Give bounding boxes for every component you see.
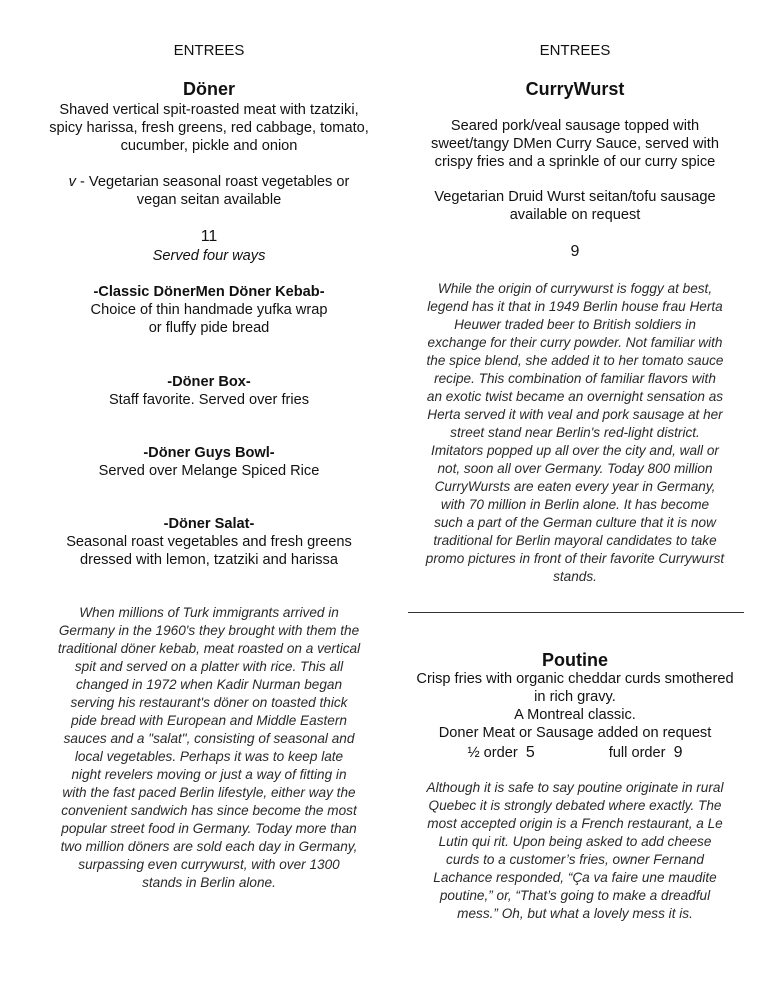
- story-line: stands.: [553, 569, 597, 584]
- story-line: While the origin of currywurst is foggy at best,: [437, 281, 713, 296]
- poutine-prices: [402, 744, 748, 762]
- story-line: Imitators popped up all over the city and, wall or: [431, 443, 719, 458]
- story-line: recipe. This combination of familiar flavors with: [434, 371, 716, 386]
- variation-salat: [28, 515, 390, 569]
- story-line: street stand near Berlin's red-light district.: [450, 425, 700, 440]
- variation-line: Choice of thin handmade yufka wrap: [90, 302, 328, 318]
- story-line: Herta served it with veal and pork sausage at her: [427, 407, 723, 422]
- story-line: pide bread with European and Middle Eastern: [71, 713, 347, 728]
- description-line: Seared pork/veal sausage topped with: [450, 118, 700, 134]
- doner-price: 11: [200, 228, 218, 245]
- story-line: popular street food in Germany. Today more than: [61, 821, 357, 836]
- currywurst-description: [402, 117, 748, 171]
- story-line: such a part of the German culture that it is now: [434, 515, 716, 530]
- currywurst-history: [402, 280, 748, 586]
- veg-line: - Vegetarian seasonal roast vegetables or: [75, 174, 350, 190]
- description-line: Crisp fries with organic cheddar curds smothered: [416, 671, 734, 687]
- story-line: legend has it that in 1949 Berlin house frau Herta: [427, 299, 723, 314]
- variation-line: dressed with lemon, tzatziki and harissa: [80, 552, 338, 568]
- story-line: Germany in the 1960's they brought with them the: [58, 623, 360, 638]
- variation-box: [28, 373, 390, 409]
- story-line: surpassing even currywurst, with over 1300: [78, 857, 340, 872]
- description-line: sweet/tangy DMen Curry Sauce, served with: [431, 136, 719, 152]
- doner-history: [28, 604, 390, 892]
- doner-vegetarian-note: [28, 173, 390, 209]
- variation-name: -Döner Guys Bowl-: [143, 445, 275, 461]
- variation-bowl: [28, 444, 390, 480]
- description-line: spicy harissa, fresh greens, red cabbage, tomato,: [49, 120, 369, 136]
- currywurst-price: 9: [570, 243, 580, 260]
- story-line: night revelers moving or just a way of fitting in: [71, 767, 347, 782]
- description-line: Doner Meat or Sausage added on request: [438, 725, 712, 741]
- variation-line: Served over Melange Spiced Rice: [98, 463, 320, 479]
- description-line: in rich gravy.: [534, 689, 616, 705]
- variation-line: or fluffy pide bread: [148, 320, 270, 336]
- doner-title: Döner: [182, 79, 235, 99]
- story-line: spit and served on a platter with rice. This all: [74, 659, 344, 674]
- story-line: Although it is safe to say poutine originate in rural: [426, 780, 724, 795]
- story-line: Quebec it is strongly debated where exactly. The: [428, 798, 722, 813]
- story-line: convenient sandwich has since become the most: [61, 803, 357, 818]
- left-section-label: ENTREES: [173, 42, 245, 59]
- story-line: mess.” Oh, but what a lovely mess it is.: [457, 906, 693, 921]
- story-line: the spice blend, she added it to her tomato sauce: [426, 353, 724, 368]
- story-line: stands in Berlin alone.: [142, 875, 276, 890]
- story-line: with 70 million in Berlin alone. It has become: [440, 497, 710, 512]
- full-order-price: full order 9: [608, 744, 683, 761]
- story-line: promo pictures in front of their favorite Currywurst: [425, 551, 725, 566]
- veg-line: vegan seitan available: [136, 192, 282, 208]
- description-line: Shaved vertical spit-roasted meat with tzatziki,: [59, 102, 359, 118]
- story-line: local vegetables. Perhaps it was to keep late: [74, 749, 344, 764]
- section-divider: [408, 612, 744, 613]
- poutine-description: [402, 670, 748, 742]
- variation-name: -Döner Box-: [167, 374, 251, 390]
- variation-name: -Classic DönerMen Döner Kebab-: [93, 284, 325, 300]
- story-line: sauces and a "salat", consisting of seasonal and: [63, 731, 355, 746]
- ways-note: Served four ways: [152, 248, 266, 264]
- story-line: Lutin qui rit. Upon being asked to add cheese: [438, 834, 712, 849]
- half-order-price: ½ order 5: [467, 744, 535, 761]
- story-line: Lachance responded, “Ça va faire une maudite: [433, 870, 717, 885]
- veg-prefix: v: [68, 174, 76, 190]
- currywurst-vegetarian-note: [402, 188, 748, 224]
- description-line: cucumber, pickle and onion: [120, 138, 298, 154]
- description-line: A Montreal classic.: [514, 707, 636, 723]
- story-line: CurryWursts are eaten every year in Germany,: [434, 479, 716, 494]
- story-line: When millions of Turk immigrants arrived in: [79, 605, 339, 620]
- story-line: an exotic twist became an overnight sensation as: [426, 389, 724, 404]
- story-line: changed in 1972 when Kadir Nurman began: [75, 677, 343, 692]
- description-line: crispy fries and a sprinkle of our curry spice: [434, 154, 716, 170]
- variation-name: -Döner Salat-: [163, 516, 255, 532]
- variation-line: Seasonal roast vegetables and fresh greens: [66, 534, 352, 550]
- story-line: curds to a customer’s fries, owner Fernand: [446, 852, 704, 867]
- veg-line: Vegetarian Druid Wurst seitan/tofu sausage: [434, 189, 716, 205]
- story-line: traditional döner kebab, meat roasted on a vertical: [57, 641, 361, 656]
- right-section-label: ENTREES: [539, 42, 611, 59]
- story-line: most accepted origin is a French restaurant, a Le: [427, 816, 723, 831]
- story-line: serving his restaurant's döner on toasted thick: [70, 695, 348, 710]
- story-line: two million döners are sold each day in Germany,: [60, 839, 358, 854]
- veg-line: available on request: [509, 207, 641, 223]
- story-line: not, soon all over Germany. Today 800 million: [437, 461, 713, 476]
- story-line: traditional for Berlin mayoral candidates to take: [433, 533, 717, 548]
- variation-line: Staff favorite. Served over fries: [108, 392, 310, 408]
- currywurst-title: CurryWurst: [525, 79, 625, 99]
- story-line: poutine,” or, “That’s going to make a dreadful: [439, 888, 711, 903]
- story-line: exchange for their curry powder. Not familiar with: [427, 335, 723, 350]
- variation-classic: [28, 283, 390, 337]
- story-line: Heuwer traded beer to British soldiers in: [454, 317, 696, 332]
- story-line: with the fast paced Berlin lifestyle, either way the: [62, 785, 356, 800]
- doner-description: [28, 101, 390, 155]
- poutine-title: Poutine: [542, 650, 608, 670]
- poutine-history: [402, 779, 748, 923]
